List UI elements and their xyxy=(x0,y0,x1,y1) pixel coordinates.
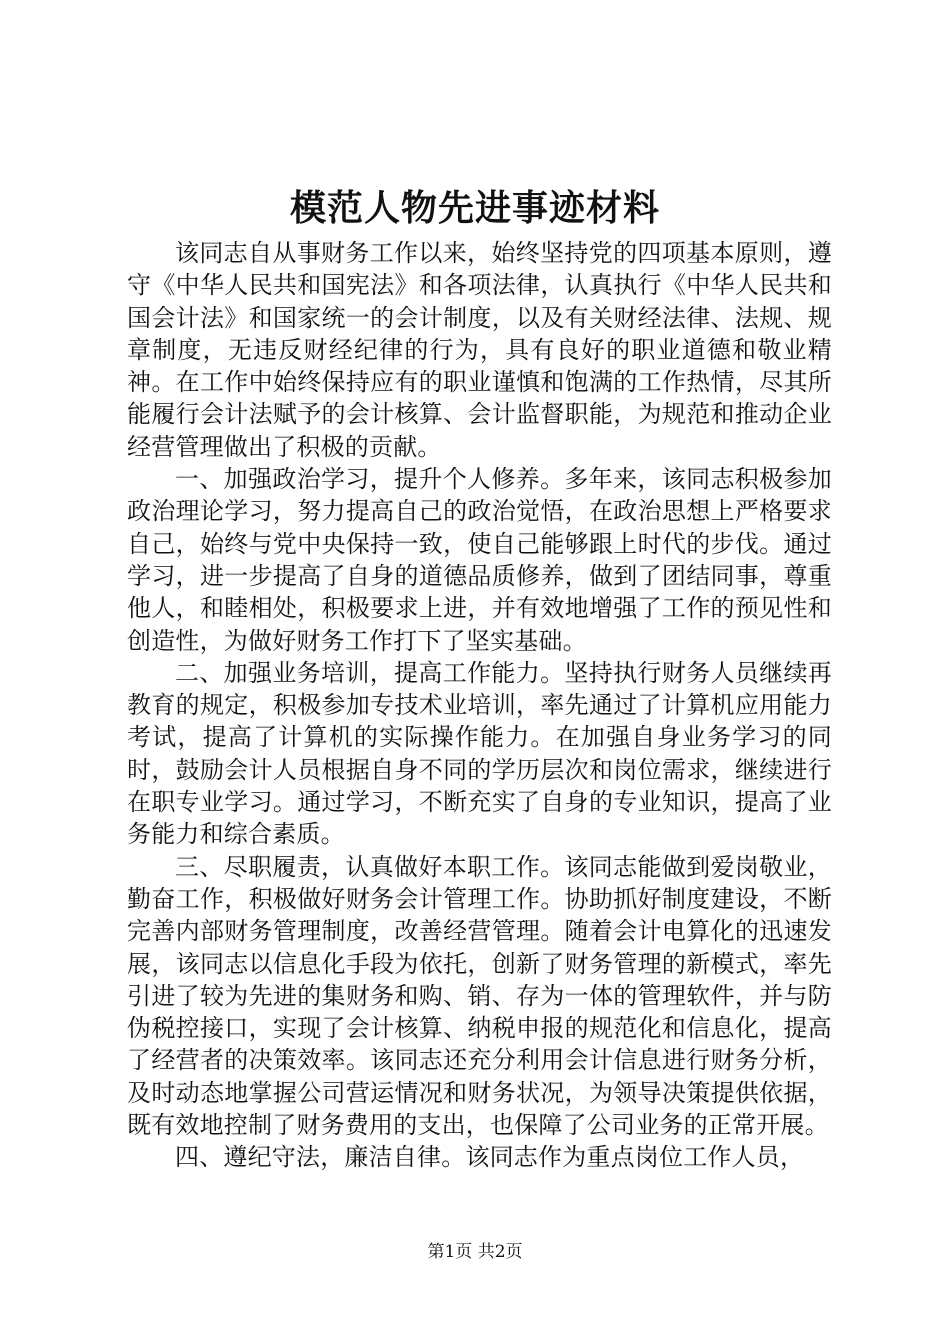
paragraph-section-4: 四、遵纪守法，廉洁自律。该同志作为重点岗位工作人员， xyxy=(175,1143,805,1172)
paragraph-intro: 该同志自从事财务工作以来，始终坚持党的四项基本原则，遵守《中华人民共和国宪法》和各项法律，认真执行《中华人民共和国会计法》和国家统一的会计制度，以及有关财经法律、法规、规章制度，无违反财经纪律的行为，具有良好的职业道德和敬业精神。在工作中始终保持应有的职业谨慎和饱满的工作热情，尽其所能履行会计法赋予的会计核算、会计监督职能，为规范和推动企业经营管理做出了积极的贡献。 xyxy=(127,239,832,461)
page-footer: 第1页 共2页 xyxy=(427,1242,523,1262)
paragraph-section-3: 三、尽职履责，认真做好本职工作。该同志能做到爱岗敬业，勤奋工作，积极做好财务会计管理工作。协助抓好制度建设，不断完善内部财务管理制度，改善经营管理。随着会计电算化的迅速发展，该同志以信息化手段为依托，创新了财务管理的新模式，率先引进了较为先进的集财务和购、销、存为一体的管理软件，并与防伪税控接口，实现了会计核算、纳税申报的规范化和信息化，提高了经营者的决策效率。该同志还充分利用会计信息进行财务分析，及时动态地掌握公司营运情况和财务状况，为领导决策提供依据，既有效地控制了财务费用的支出，也保障了公司业务的正常开展。 xyxy=(127,852,832,1140)
paragraph-section-1: 一、加强政治学习，提升个人修养。多年来，该同志积极参加政治理论学习，努力提高自己的政治觉悟，在政治思想上严格要求自己，始终与党中央保持一致，使自己能够跟上时代的步伐。通过学习，进一步提高了自身的道德品质修养，做到了团结同事，尊重他人，和睦相处，积极要求上进，并有效地增强了工作的预见性和创造性，为做好财务工作打下了坚实基础。 xyxy=(127,465,832,655)
paragraph-section-2: 二、加强业务培训，提高工作能力。坚持执行财务人员继续再教育的规定，积极参加专技术业培训，率先通过了计算机应用能力考试，提高了计算机的实际操作能力。在加强自身业务学习的同时，鼓励会计人员根据自身不同的学历层次和岗位需求，继续进行在职专业学习。通过学习，不断充实了自身的专业知识，提高了业务能力和综合素质。 xyxy=(127,658,832,849)
document-body xyxy=(127,237,832,1174)
document-title: 模范人物先进事迹材料 xyxy=(289,187,660,229)
